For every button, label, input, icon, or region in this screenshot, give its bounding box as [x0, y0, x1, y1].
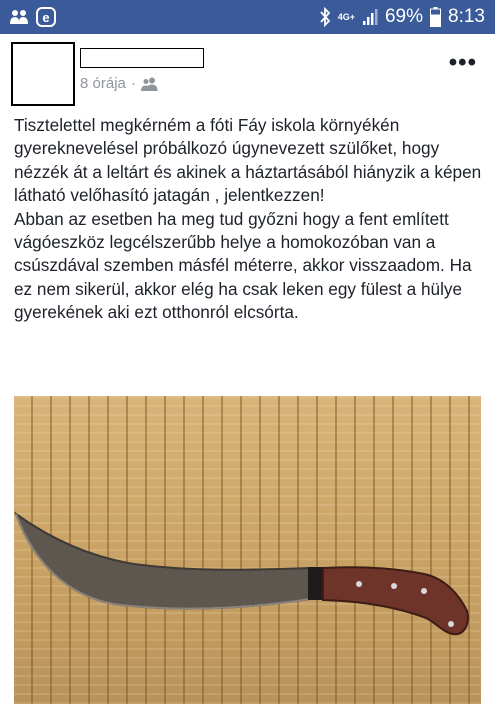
battery-icon: [430, 7, 441, 27]
status-right: [319, 4, 485, 30]
battery-percent: 69%: [384, 6, 424, 27]
friends-icon: [141, 77, 158, 91]
author-name[interactable]: [80, 48, 204, 68]
knife-handle: [323, 567, 468, 634]
post-photo[interactable]: [14, 396, 481, 704]
avatar[interactable]: [11, 42, 75, 106]
post-header: [0, 34, 495, 106]
svg-text:e: e: [42, 10, 50, 25]
people-icon: [10, 9, 28, 25]
network-type: 4G+: [337, 11, 355, 22]
signal-icon: [362, 8, 378, 26]
knife-illustration: [14, 396, 481, 704]
status-bar: [0, 0, 495, 34]
e-icon: [36, 7, 56, 27]
status-left-icons: [10, 7, 56, 27]
post-meta: [80, 75, 158, 92]
bluetooth-icon: [319, 7, 331, 27]
more-options-button[interactable]: •••: [448, 49, 477, 76]
post-paragraph: Abban az esetben ha meg tud győzni hogy a fent említett vágóeszköz legcélszerűbb helye a homokozóban van a csúszdával szemben másfél méterre, akkor visszaadom. Ha ez nem sikerül, akkor elég ha csak leken egy fülest a hülye gyerekének aki ezt otthonról elcsórta.: [14, 208, 472, 323]
knife-bolster: [308, 567, 323, 600]
knife-blade: [16, 514, 310, 609]
meta-separator: ·: [130, 75, 136, 92]
post-paragraph: Tisztelettel megkérném a fóti Fáy iskola környékén gyereknevelésel próbálkozó úgynevezett szülőket, hogy nézzék át a leltárt és akinek a háztartásából hiányzik a képen látható velőhasító jatagán , jelentkezzen!: [14, 115, 482, 206]
post-text: [14, 114, 486, 325]
clock: 8:13: [448, 6, 485, 27]
post-timestamp[interactable]: 8 órája: [80, 75, 126, 92]
